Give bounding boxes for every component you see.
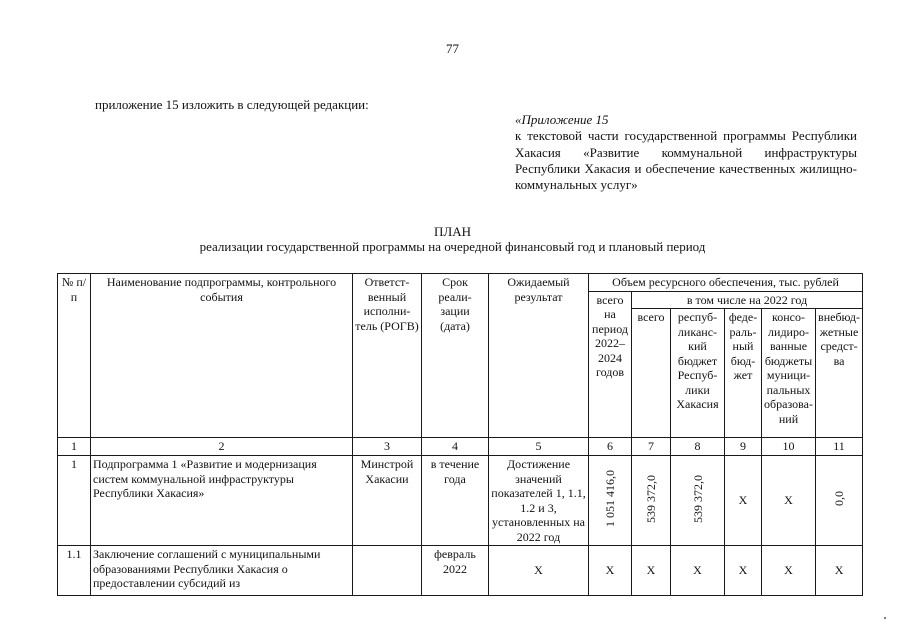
row-republic-value: 539 372,0 bbox=[690, 474, 705, 523]
row-total-2022 bbox=[632, 456, 671, 546]
appendix-title: «Приложение 15 bbox=[515, 112, 609, 127]
row-total-period bbox=[589, 456, 632, 546]
header-num: № п/п bbox=[58, 274, 91, 438]
row-extra-value: 0,0 bbox=[832, 491, 847, 507]
row-total-period-value: 1 051 416,0 bbox=[603, 470, 617, 528]
appendix-body: к текстовой части государственной программы Республики Хакасия «Развитие коммунальной инфраструктуры Республики Хакасия и обеспечение качественных жилищно-коммунальных услуг» bbox=[515, 128, 857, 193]
row-extra: Х bbox=[816, 546, 863, 596]
header-executor: Ответст-венный исполни-тель (РОГВ) bbox=[353, 274, 422, 438]
header-total-period: всего на период 2022–2024 годов bbox=[589, 291, 632, 438]
column-number: 3 bbox=[353, 438, 422, 456]
column-number: 7 bbox=[632, 438, 671, 456]
row-republic bbox=[671, 456, 725, 546]
header-extra: внебюд-жетные средст-ва bbox=[816, 309, 863, 438]
row-num: 1 bbox=[58, 456, 91, 546]
row-total-period: Х bbox=[589, 546, 632, 596]
plan-table bbox=[57, 273, 863, 596]
intro-text: приложение 15 изложить в следующей редакции: bbox=[95, 97, 369, 112]
plan-subtitle: реализации государственной программы на очередной финансовый год и плановый период bbox=[199, 239, 706, 254]
header-incl-2022: в том числе на 2022 год bbox=[632, 291, 863, 309]
row-name: Заключение соглашений с муниципальными образованиями Республики Хакасия о предоставлении субсидий из bbox=[91, 546, 353, 596]
column-number-row bbox=[58, 438, 863, 456]
header-municipal: консо-лидиро-ванные бюджеты муници-пальных образова-ний bbox=[762, 309, 816, 438]
row-result: Х bbox=[489, 546, 589, 596]
table-row bbox=[58, 456, 863, 546]
row-deadline: в течение года bbox=[422, 456, 489, 546]
row-municipal: Х bbox=[762, 546, 816, 596]
row-extra bbox=[816, 456, 863, 546]
header-resources: Объем ресурсного обеспечения, тыс. рублей bbox=[589, 274, 863, 292]
header-republic: респуб-ликанс-кий бюджет Респуб-лики Хакасия bbox=[671, 309, 725, 438]
row-federal: Х bbox=[725, 456, 762, 546]
plan-title: ПЛАН bbox=[434, 224, 471, 239]
page-number: 77 bbox=[446, 41, 459, 56]
header-total-2022: всего bbox=[632, 309, 671, 438]
row-result: Достижение значений показателей 1, 1.1, 1.2 и 3, установленных на 2022 год bbox=[489, 456, 589, 546]
header-deadline: Срок реали-зации (дата) bbox=[422, 274, 489, 438]
header-row-1 bbox=[58, 274, 863, 292]
row-name: Подпрограмма 1 «Развитие и модернизация систем коммунальной инфраструктуры Республики Хакасия» bbox=[91, 456, 353, 546]
column-number: 8 bbox=[671, 438, 725, 456]
row-executor: Минстрой Хакасии bbox=[353, 456, 422, 546]
appendix-block bbox=[515, 112, 857, 193]
header-federal: феде-раль-ный бюд-жет bbox=[725, 309, 762, 438]
column-number: 11 bbox=[816, 438, 863, 456]
column-number: 2 bbox=[91, 438, 353, 456]
column-number: 9 bbox=[725, 438, 762, 456]
header-result: Ожидаемый результат bbox=[489, 274, 589, 438]
scan-speck bbox=[884, 617, 886, 619]
column-number: 1 bbox=[58, 438, 91, 456]
row-num: 1.1 bbox=[58, 546, 91, 596]
column-number: 6 bbox=[589, 438, 632, 456]
row-executor bbox=[353, 546, 422, 596]
row-deadline: февраль 2022 bbox=[422, 546, 489, 596]
row-federal: Х bbox=[725, 546, 762, 596]
row-municipal: Х bbox=[762, 456, 816, 546]
column-number: 5 bbox=[489, 438, 589, 456]
row-total-2022: Х bbox=[632, 546, 671, 596]
header-name: Наименование подпрограммы, контрольного события bbox=[91, 274, 353, 438]
column-number: 10 bbox=[762, 438, 816, 456]
row-republic: Х bbox=[671, 546, 725, 596]
row-total-2022-value: 539 372,0 bbox=[644, 474, 658, 523]
table-row bbox=[58, 546, 863, 596]
column-number: 4 bbox=[422, 438, 489, 456]
